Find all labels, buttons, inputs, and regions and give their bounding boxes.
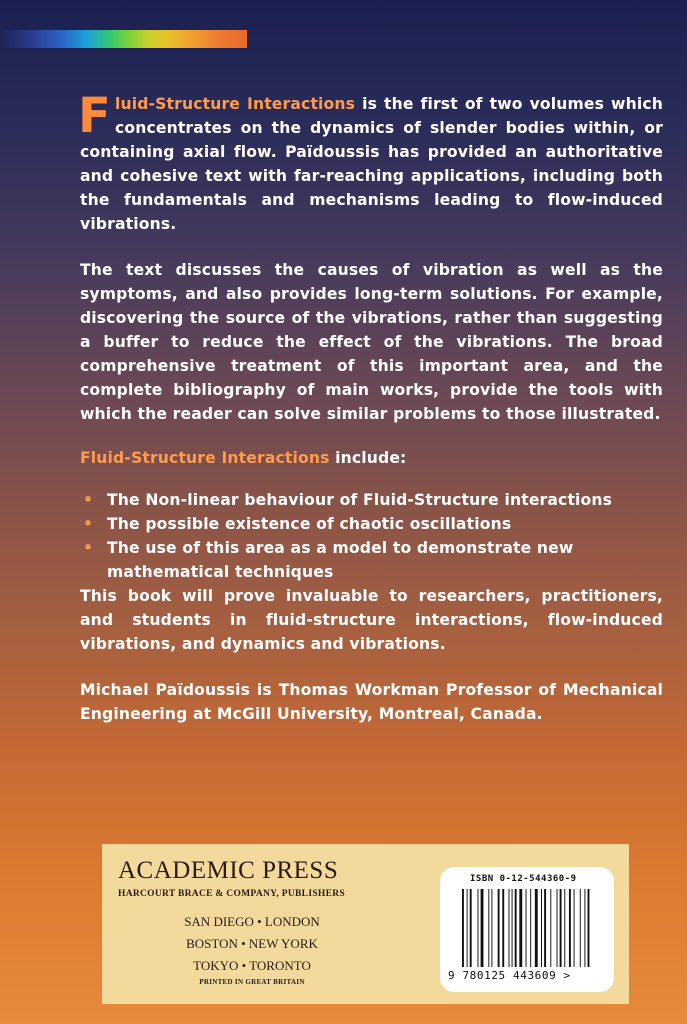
- list-item-text: The use of this area as a model to demonstrate new mathematical techniques: [107, 539, 574, 581]
- barcode-bar: [498, 889, 500, 967]
- list-item-text: The Non-linear behaviour of Fluid-Structure interactions: [107, 491, 613, 509]
- list-item: [80, 512, 663, 536]
- isbn-label: ISBN 0-12-544360-9: [470, 874, 577, 884]
- barcode-number: 9 780125 443609 >: [448, 969, 571, 982]
- city-line: SAN DIEGO • LONDON: [184, 914, 320, 929]
- drop-cap: F: [78, 88, 111, 144]
- list-item: [80, 488, 663, 512]
- city-line: BOSTON • NEW YORK: [186, 936, 318, 951]
- barcode-bar: [519, 889, 522, 967]
- barcode-bar: [491, 889, 492, 967]
- includes-heading: [80, 446, 663, 470]
- barcode-bar: [481, 889, 484, 967]
- barcode-bar: [580, 889, 581, 967]
- includes-title: Fluid-Structure Interactions: [80, 449, 330, 467]
- barcode-bar: [535, 889, 538, 967]
- barcode-bar: [584, 889, 585, 967]
- barcode-bar: [509, 889, 510, 967]
- barcode-bar: [569, 889, 571, 967]
- intro-paragraph: [78, 88, 663, 236]
- publisher-name: ACADEMIC PRESS: [118, 857, 339, 884]
- city-line: TOKYO • TORONTO: [193, 958, 311, 973]
- barcode-icon: [462, 889, 592, 969]
- spectrum-stripe: [0, 30, 247, 48]
- publisher-subtitle: HARCOURT BRACE & COMPANY, PUBLISHERS: [118, 889, 345, 899]
- barcode-bar: [502, 889, 504, 967]
- barcode-bar: [560, 889, 562, 967]
- bullet-icon: •: [83, 539, 94, 557]
- barcode-bar: [557, 889, 558, 967]
- barcode-bar: [488, 889, 489, 967]
- printed-in: PRINTED IN GREAT BRITAIN: [199, 978, 305, 986]
- bullet-icon: •: [83, 491, 94, 509]
- list-item-text: The possible existence of chaotic oscillations: [107, 515, 512, 533]
- barcode-bar: [526, 889, 527, 967]
- audience-paragraph: This book will prove invaluable to researchers, practitioners, and students in fluid-structure interactions, flow-induced vibrations, and dynamics and vibrations.: [80, 587, 663, 653]
- barcode-bar: [588, 889, 590, 967]
- barcode-bar: [515, 889, 517, 967]
- barcode-bar: [530, 889, 531, 967]
- intro-title: luid-Structure Interactions: [114, 95, 356, 113]
- publisher-panel: [102, 844, 629, 1004]
- barcode-bar: [550, 889, 551, 967]
- barcode-bar: [462, 889, 464, 967]
- list-item: [80, 536, 663, 584]
- barcode-bar: [564, 889, 565, 967]
- barcode-bar: [574, 889, 575, 967]
- barcode-bar: [470, 889, 472, 967]
- intro-text: is the first of two volumes which concentrates on the dynamics of slender bodies within, or containing axial flow. Païdoussis has provided an authoritative and cohesive text with far-reaching applications, including both the fundamentals and mechanisms leading to flow-induced vibrations.: [80, 95, 663, 233]
- description-paragraph: The text discusses the causes of vibration as well as the symptoms, and also provides long-term solutions. For example, discovering the source of the vibrations, rather than suggesting a buffer to reduce the effect of the vibrations. The broad comprehensive treatment of this important area, and the complete bibliography of main works, provide the tools with which the reader can solve similar problems to those illustrated.: [80, 261, 663, 423]
- barcode-bar: [544, 889, 546, 967]
- barcode-bar: [512, 889, 513, 967]
- author-bio: Michael Païdoussis is Thomas Workman Professor of Mechanical Engineering at McGill University, Montreal, Canada.: [80, 681, 663, 723]
- barcode-panel: [440, 867, 614, 992]
- barcode-bar: [478, 889, 479, 967]
- publisher-cities: [102, 911, 402, 977]
- barcode-bar: [541, 889, 542, 967]
- back-cover-text: [78, 88, 663, 726]
- bullet-icon: •: [83, 515, 94, 533]
- includes-list: [80, 488, 663, 584]
- barcode-bar: [467, 889, 468, 967]
- includes-suffix: include:: [329, 449, 407, 467]
